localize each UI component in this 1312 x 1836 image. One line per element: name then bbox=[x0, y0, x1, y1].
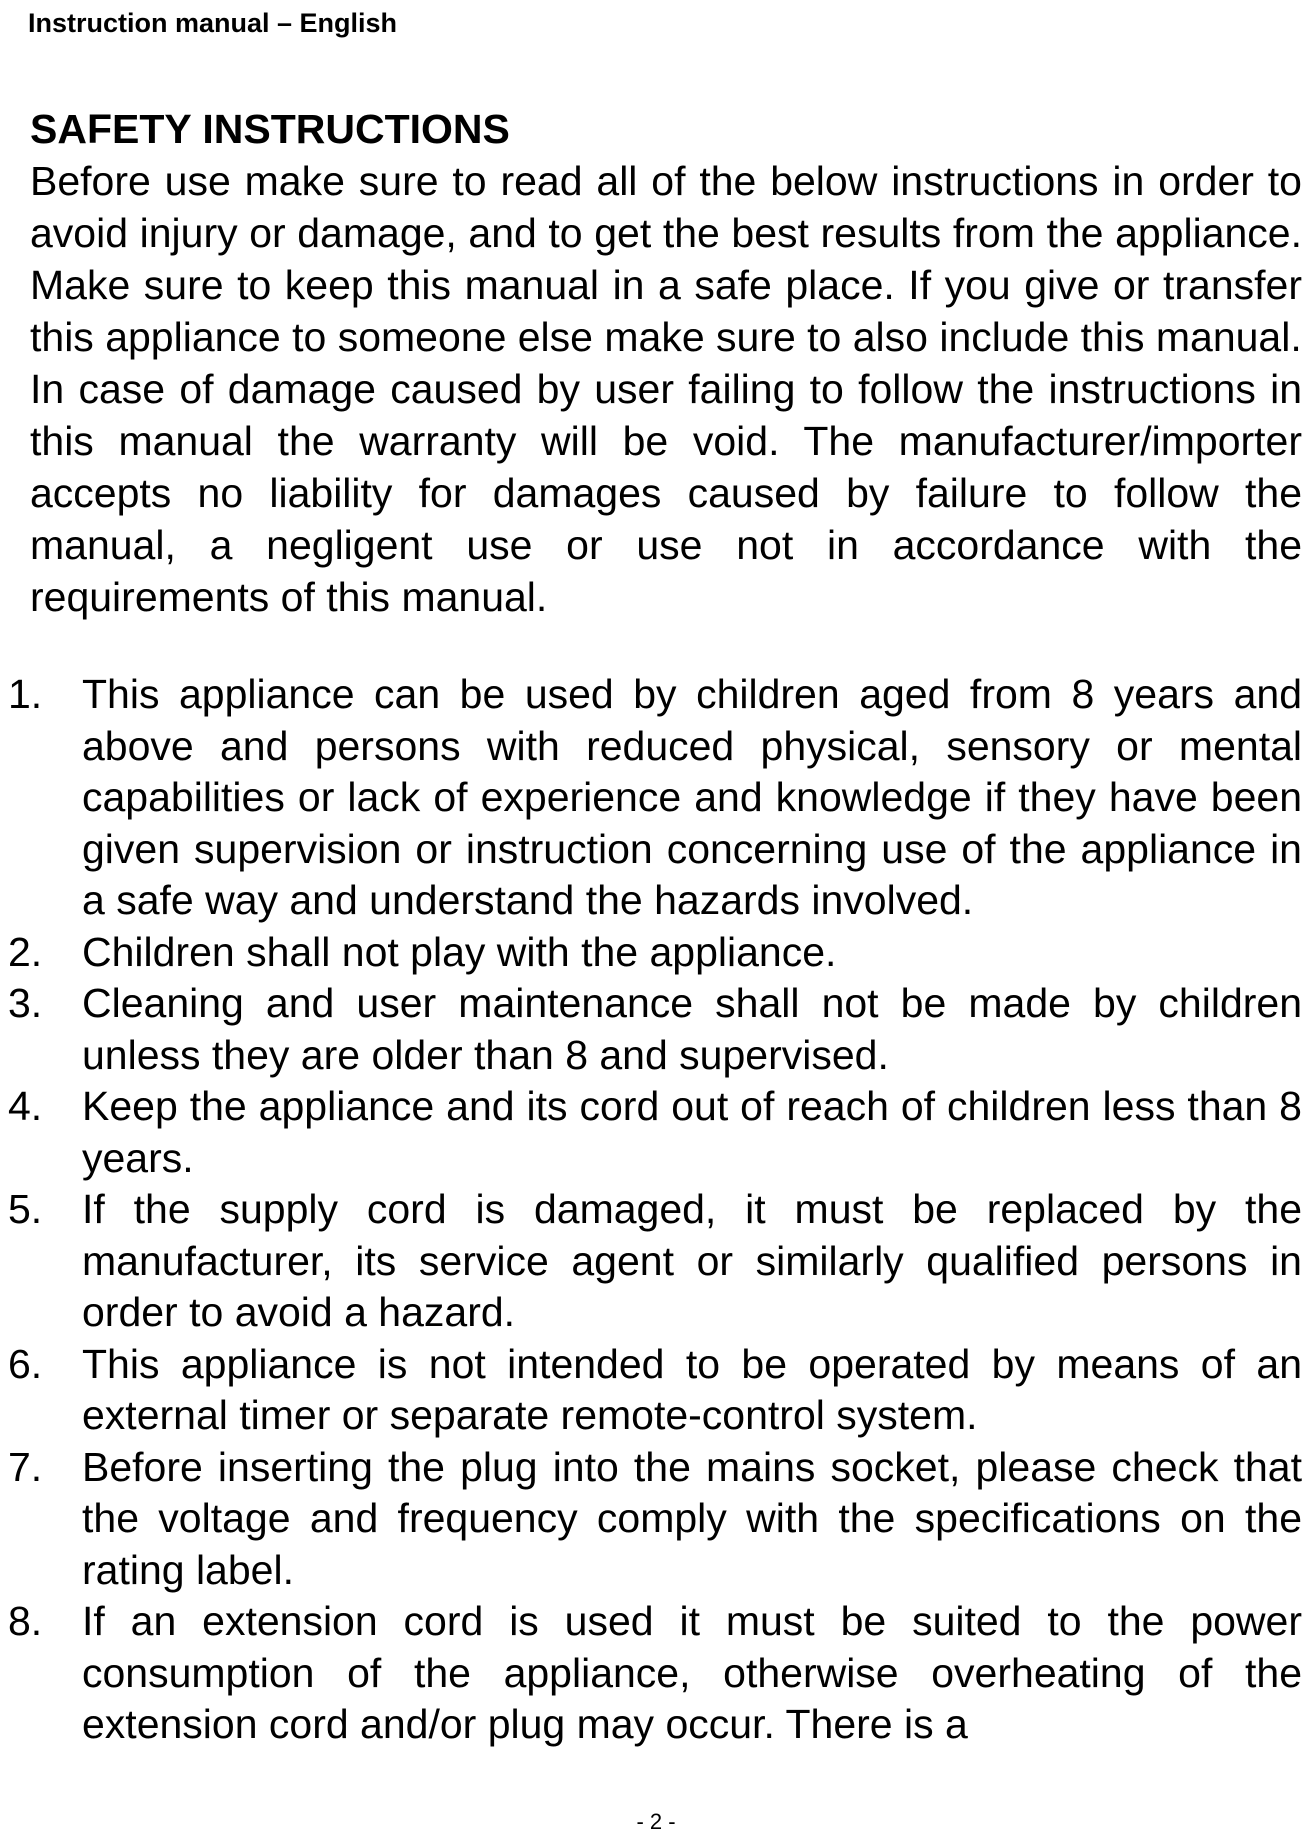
list-item-text: If an extension cord is used it must be suited to the power consumption of the appliance, otherwise overheating of the extension cord and/or plug may occur. There is a bbox=[82, 1598, 1302, 1747]
list-item bbox=[0, 1081, 1302, 1184]
list-item-number: 2. bbox=[8, 928, 43, 975]
list-item-number: 8. bbox=[8, 1598, 43, 1644]
list-item-text: If the supply cord is damaged, it must be replaced by the manufacturer, its service agent or similarly qualified persons in order to avoid a hazard. bbox=[82, 1186, 1302, 1335]
list-item bbox=[0, 1442, 1302, 1597]
list-item bbox=[0, 978, 1302, 1081]
list-item-number: 3. bbox=[8, 980, 43, 1026]
document-header: Instruction manual – English bbox=[28, 8, 398, 38]
list-item-text: Children shall not play with the appliance. bbox=[82, 928, 837, 975]
list-item-number: 7. bbox=[8, 1443, 43, 1490]
list-item bbox=[0, 1596, 1302, 1751]
list-item bbox=[0, 669, 1302, 927]
page-number: - 2 - bbox=[636, 1809, 676, 1834]
list-item bbox=[0, 927, 1302, 979]
list-item-text: Before inserting the plug into the mains socket, please check that the voltage and frequency comply with the specifications on the rating label. bbox=[82, 1443, 1302, 1593]
safety-instructions-list bbox=[0, 669, 1302, 1751]
list-item-number: 4. bbox=[8, 1083, 43, 1129]
intro-text bbox=[30, 155, 1302, 623]
list-item-number: 6. bbox=[8, 1340, 43, 1387]
list-item-text: Cleaning and user maintenance shall not be made by children unless they are older than 8 and supervised. bbox=[82, 980, 1302, 1078]
section-title: SAFETY INSTRUCTIONS bbox=[30, 106, 510, 152]
list-item-number: 5. bbox=[8, 1186, 43, 1232]
list-item bbox=[0, 1339, 1302, 1442]
intro-paragraph: Before use make sure to read all of the below instructions in order to avoid injury or damage, and to get the best results from the appliance. Make sure to keep this manual in a safe place. If you give or transfer this appliance to someone else make sure to also include this manual. bbox=[30, 158, 1302, 360]
intro-paragraph: In case of damage caused by user failing to follow the instructions in this manual the warranty will be void. The manufacturer/importer accepts no liability for damages caused by failure to follow the manual, a negligent use or use not in accordance with the requirements of this manual. bbox=[30, 366, 1302, 620]
list-item bbox=[0, 1184, 1302, 1339]
list-item-text: This appliance is not intended to be operated by means of an external timer or separate remote-control system. bbox=[82, 1340, 1302, 1438]
list-item-number: 1. bbox=[8, 671, 43, 717]
list-item-text: This appliance can be used by children aged from 8 years and above and persons with reduced physical, sensory or mental capabilities or lack of experience and knowledge if they have been given supervision or instruction concerning use of the appliance in a safe way and understand the hazards involved. bbox=[82, 671, 1302, 923]
list-item-text: Keep the appliance and its cord out of reach of children less than 8 years. bbox=[82, 1083, 1302, 1181]
